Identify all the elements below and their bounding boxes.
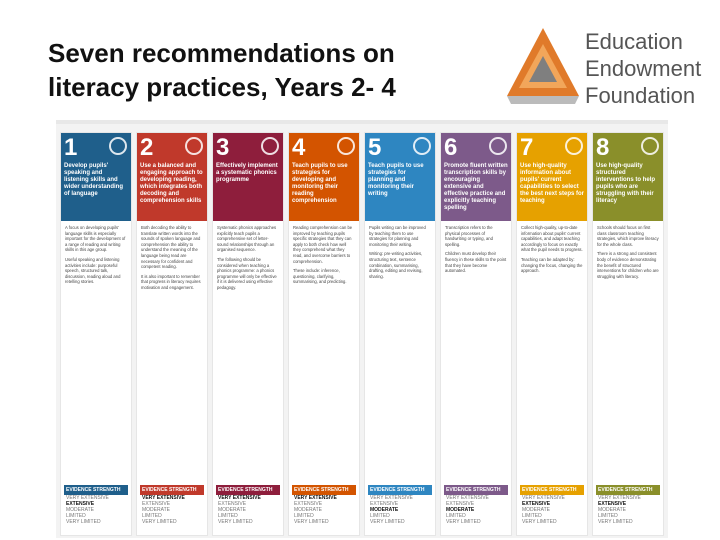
evidence-strength-panel: [365, 483, 435, 535]
evidence-strength-panel: [137, 483, 207, 535]
recommendation-title: Use a balanced and engaging approach to developing reading, which integrates both decoding and comprehension skills: [140, 163, 203, 204]
body-paragraph: Useful speaking and listening activities include: purposeful speech, structured talk, discussion, reading aloud and retelling stories.: [65, 256, 121, 285]
logo-line-1: Education: [585, 29, 683, 54]
recommendation-header: [61, 133, 131, 221]
pencil-icon: [413, 137, 431, 155]
evidence-level: VERY LIMITED: [142, 519, 177, 525]
recommendation-body: [441, 221, 511, 491]
evidence-strength-panel: [593, 483, 663, 535]
eef-logo-text: [585, 28, 701, 109]
recommendation-title: Promote fluent written transcription skills by encouraging extensive and effective practice and explicitly teaching spelling: [444, 163, 508, 211]
evidence-strength-heading: EVIDENCE STRENGTH: [216, 485, 280, 495]
recommendation-column-4: [288, 132, 360, 536]
recommendation-header: [213, 133, 283, 221]
book-icon: [185, 137, 203, 155]
evidence-level: EXTENSIVE: [142, 501, 171, 507]
logo-line-3: Foundation: [585, 83, 696, 108]
body-paragraph: These include: inference, questioning, clarifying, summarising, and predicting.: [293, 268, 347, 285]
recommendation-body: [61, 221, 131, 491]
recommendation-title: Use high-quality information about pupils' current capabilities to select the best next steps for teaching: [520, 163, 585, 204]
handwriting-icon: [489, 137, 507, 155]
evidence-strength-panel: [213, 483, 283, 535]
body-paragraph: It is also important to remember that progress in literacy requires motivation and engagement.: [141, 273, 201, 290]
recommendation-body: [137, 221, 207, 491]
evidence-level: VERY LIMITED: [598, 519, 633, 525]
evidence-level: MODERATE: [218, 507, 246, 513]
body-paragraph: Collect high-quality, up-to-date information about pupils' current capabilities, and adapt teaching accordingly to focus on exactly what the pupil needs to progress.: [521, 225, 583, 253]
evidence-level: LIMITED: [66, 513, 86, 519]
evidence-strength-heading: EVIDENCE STRENGTH: [444, 485, 508, 495]
evidence-level: LIMITED: [446, 513, 466, 519]
evidence-level: LIMITED: [598, 513, 618, 519]
eef-logo-mark-icon: [505, 26, 581, 106]
evidence-level: VERY EXTENSIVE: [294, 495, 337, 501]
recommendation-number: 4: [292, 134, 306, 161]
eef-logo: [505, 22, 705, 112]
evidence-level: EXTENSIVE: [370, 501, 399, 507]
body-paragraph: Both decoding the ability to translate written words into the sounds of spoken language and comprehension the ability to understand the meaning of the language being read are necessary for confident and competent reading.: [141, 225, 201, 270]
evidence-level: VERY EXTENSIVE: [522, 495, 565, 501]
body-paragraph: Reading comprehension can be improved by teaching pupils specific strategies that they can apply to both check how well they comprehend what they read, and overcome barriers to comprehension.: [293, 225, 353, 264]
recommendation-number: 2: [140, 134, 154, 161]
recommendation-body: [593, 221, 663, 491]
evidence-level: MODERATE: [598, 507, 626, 513]
recommendation-body: [289, 221, 359, 491]
recommendation-number: 3: [216, 134, 230, 161]
evidence-level: EXTENSIVE: [294, 501, 323, 507]
recommendation-column-5: [364, 132, 436, 536]
evidence-level: VERY LIMITED: [218, 519, 253, 525]
evidence-level: VERY EXTENSIVE: [142, 495, 185, 501]
evidence-level: LIMITED: [522, 513, 542, 519]
body-paragraph: Schools should focus on first class classroom teaching strategies, which improve literacy for the whole class.: [597, 225, 659, 247]
body-paragraph: Children must develop their fluency in these skills to the point that they have become automated.: [445, 251, 507, 274]
evidence-strength-panel: [441, 483, 511, 535]
magnifier-icon: [337, 137, 355, 155]
body-paragraph: Teaching can be adapted by: changing the focus, changing the approach.: [521, 256, 583, 274]
evidence-level: EXTENSIVE: [522, 501, 551, 507]
evidence-level: VERY EXTENSIVE: [598, 495, 641, 501]
recommendation-number: 6: [444, 134, 458, 161]
recommendation-header: [365, 133, 435, 221]
recommendation-title: Teach pupils to use strategies for planning and monitoring their writing: [368, 163, 424, 197]
evidence-level: MODERATE: [294, 507, 322, 513]
recommendation-number: 8: [596, 134, 610, 161]
recommendation-title: Use high-quality structured interventions to help pupils who are struggling with their literacy: [596, 163, 656, 204]
evidence-strength-heading: EVIDENCE STRENGTH: [520, 485, 584, 495]
recommendation-title: Teach pupils to use strategies for developing and monitoring their reading comprehension: [292, 163, 348, 204]
evidence-level: VERY EXTENSIVE: [66, 495, 109, 501]
evidence-strength-heading: EVIDENCE STRENGTH: [596, 485, 660, 495]
recommendation-number: 5: [368, 134, 382, 161]
evidence-strength-panel: [61, 483, 131, 535]
evidence-level: EXTENSIVE: [446, 501, 475, 507]
recommendation-column-8: [592, 132, 664, 536]
evidence-level: VERY EXTENSIVE: [218, 495, 261, 501]
people-icon: [641, 137, 659, 155]
slide-title: Seven recommendations on literacy practices, Years 2- 4: [48, 38, 396, 102]
body-paragraph: Writing: pre-writing activities, structuring text, sentence combination, summarising, drafting, editing and revising, sharing.: [369, 251, 423, 279]
evidence-strength-heading: EVIDENCE STRENGTH: [140, 485, 204, 495]
recommendation-body: [213, 221, 283, 491]
evidence-level: VERY LIMITED: [370, 519, 405, 525]
evidence-strength-heading: EVIDENCE STRENGTH: [292, 485, 356, 495]
recommendation-body: [517, 221, 587, 491]
evidence-level: LIMITED: [370, 513, 390, 519]
evidence-level: EXTENSIVE: [218, 501, 247, 507]
evidence-level: VERY LIMITED: [66, 519, 101, 525]
evidence-level: MODERATE: [66, 507, 94, 513]
evidence-level: LIMITED: [218, 513, 238, 519]
recommendation-column-3: [212, 132, 284, 536]
evidence-level: LIMITED: [294, 513, 314, 519]
evidence-level: VERY LIMITED: [294, 519, 329, 525]
evidence-level: LIMITED: [142, 513, 162, 519]
chart-icon: [565, 137, 583, 155]
evidence-level: VERY LIMITED: [522, 519, 557, 525]
recommendation-column-1: [60, 132, 132, 536]
recommendation-title: Develop pupils' speaking and listening skills and wider understanding of language: [64, 163, 124, 197]
recommendation-number: 7: [520, 134, 534, 161]
body-paragraph: Pupils writing can be improved by teaching them to use strategies for planning and monitoring their writing.: [369, 225, 426, 247]
recommendation-column-2: [136, 132, 208, 536]
recommendation-body: [365, 221, 435, 491]
recommendation-header: [137, 133, 207, 221]
body-paragraph: Transcription refers to the physical processes of handwriting or typing, and spelling.: [445, 225, 493, 247]
evidence-level: EXTENSIVE: [598, 501, 627, 507]
body-paragraph: Systematic phonics approaches explicitly teach pupils a comprehensive set of letter-sound relationships through an organised sequence.: [217, 225, 277, 253]
letters-icon: [261, 137, 279, 155]
evidence-level: MODERATE: [370, 507, 399, 513]
recommendation-header: [593, 133, 663, 221]
evidence-level: MODERATE: [522, 507, 550, 513]
recommendation-column-6: [440, 132, 512, 536]
body-paragraph: A focus on developing pupils' language skills is especially important for the development of a range of reading and writing skills in this age group.: [65, 225, 126, 253]
recommendation-column-7: [516, 132, 588, 536]
evidence-strength-panel: [289, 483, 359, 535]
evidence-strength-heading: EVIDENCE STRENGTH: [368, 485, 432, 495]
evidence-level: MODERATE: [142, 507, 170, 513]
evidence-strength-heading: EVIDENCE STRENGTH: [64, 485, 128, 495]
recommendation-number: 1: [64, 134, 78, 161]
evidence-level: VERY LIMITED: [446, 519, 481, 525]
recommendation-title: Effectively implement a systematic phonics programme: [216, 163, 278, 183]
logo-line-2: Endowment: [585, 56, 702, 81]
evidence-level: EXTENSIVE: [66, 501, 95, 507]
recommendation-header: [517, 133, 587, 221]
recommendations-poster: [56, 120, 668, 538]
evidence-level: VERY EXTENSIVE: [370, 495, 413, 501]
evidence-strength-panel: [517, 483, 587, 535]
speech-icon: [109, 137, 127, 155]
evidence-level: VERY EXTENSIVE: [446, 495, 489, 501]
recommendation-header: [289, 133, 359, 221]
body-paragraph: There is a strong and consistent body of evidence demonstrating the benefit of structured interventions for children who are struggling with literacy.: [597, 251, 659, 279]
body-paragraph: The following should be considered when teaching a phonics programme: a phonics programme will only be effective if it is delivered using effective pedagogy.: [217, 256, 277, 290]
evidence-level: MODERATE: [446, 507, 475, 513]
recommendation-header: [441, 133, 511, 221]
